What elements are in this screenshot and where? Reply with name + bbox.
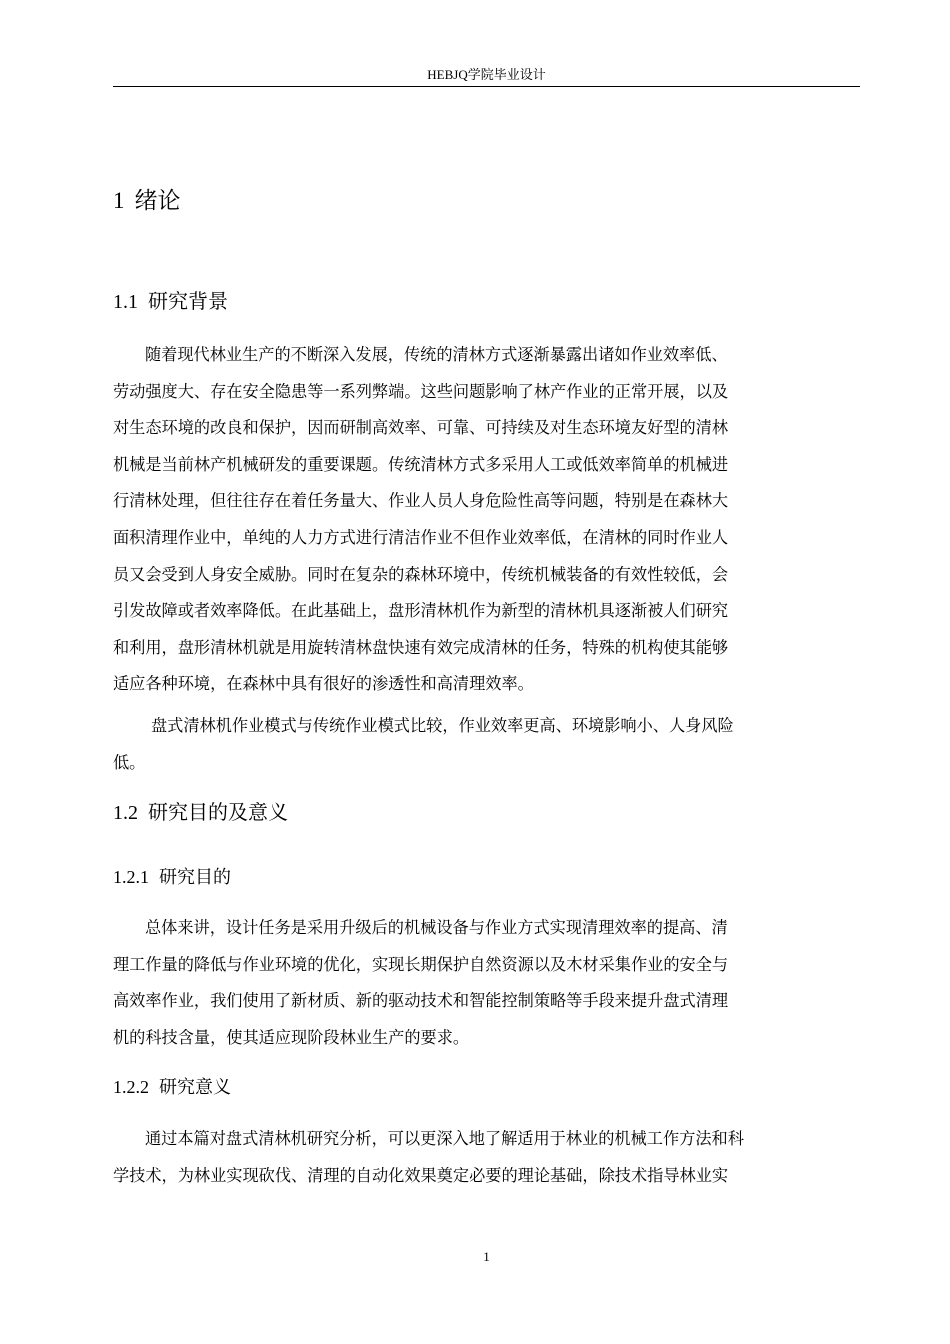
section-heading-purpose-significance [113,797,288,828]
section-number: 1.2 [113,802,138,824]
text-line: 员又会受到人身安全威胁。同时在复杂的森林环境中，传统机械装备的有效性较低，会 [113,564,729,584]
text-line: 随着现代林业生产的不断深入发展，传统的清林方式逐渐暴露出诸如作业效率低、 [145,345,728,364]
paragraph-background-1 [113,337,853,703]
header-rule [113,86,860,87]
running-header: HEBJQ学院毕业设计 [427,67,546,82]
chapter-number: 1 [113,188,125,213]
text-line: 机的科技含量，使其适应现阶段林业生产的要求。 [113,1027,470,1047]
section-title: 研究背景 [148,289,228,313]
text-line: 盘式清林机作业模式与传统作业模式比较，作业效率更高、环境影响小、人身风险 [151,716,734,735]
page-number: 1 [483,1249,490,1264]
chapter-title: 绪论 [134,188,181,214]
text-line: 机械是当前林产机械研发的重要课题。传统清林方式多采用人工或低效率简单的机械进 [113,454,729,474]
text-line: 高效率作业，我们使用了新材质、新的驱动技术和智能控制策略等手段来提升盘式清理 [113,991,729,1011]
paragraph-significance [113,1121,853,1194]
section-heading-background [113,286,228,317]
text-line: 对生态环境的改良和保护，因而研制高效率、可靠、可持续及对生态环境友好型的清林 [113,418,729,438]
text-line: 通过本篇对盘式清林机研究分析，可以更深入地了解适用于林业的机械工作方法和科 [145,1129,744,1148]
text-line: 学技术，为林业实现砍伐、清理的自动化效果奠定必要的理论基础，除技术指导林业实 [113,1165,729,1185]
paragraph-purpose [113,910,853,1056]
text-line: 面积清理作业中，单纯的人力方式进行清洁作业不但作业效率低，在清林的同时作业人 [113,527,729,547]
text-line: 行清林处理，但往往存在着任务量大、作业人员人身危险性高等问题，特别是在森林大 [113,491,729,511]
section-title: 研究目的及意义 [148,800,288,824]
section-number: 1.1 [113,291,138,313]
text-line: 和利用，盘形清林机就是用旋转清林盘快速有效完成清林的任务，特殊的机构使其能够 [113,637,729,657]
text-line: 理工作量的降低与作业环境的优化，实现长期保护自然资源以及木材采集作业的安全与 [113,954,729,974]
text-line: 引发故障或者效率降低。在此基础上，盘形清林机作为新型的清林机具逐渐被人们研究 [113,601,729,621]
text-line: 总体来讲，设计任务是采用升级后的机械设备与作业方式实现清理效率的提高、清 [145,918,728,937]
chapter-heading [113,185,181,217]
subsection-heading-purpose [113,863,231,892]
text-line: 低。 [113,752,146,772]
text-line: 适应各种环境，在森林中具有很好的渗透性和高清理效率。 [113,674,534,694]
subsection-heading-significance [113,1073,231,1102]
text-line: 劳动强度大、存在安全隐患等一系列弊端。这些问题影响了林产作业的正常开展，以及 [113,381,729,401]
subsection-number: 1.2.1 [113,867,149,887]
subsection-number: 1.2.2 [113,1077,149,1097]
paragraph-background-2 [113,708,853,781]
subsection-title: 研究目的 [159,867,231,888]
subsection-title: 研究意义 [159,1077,231,1098]
